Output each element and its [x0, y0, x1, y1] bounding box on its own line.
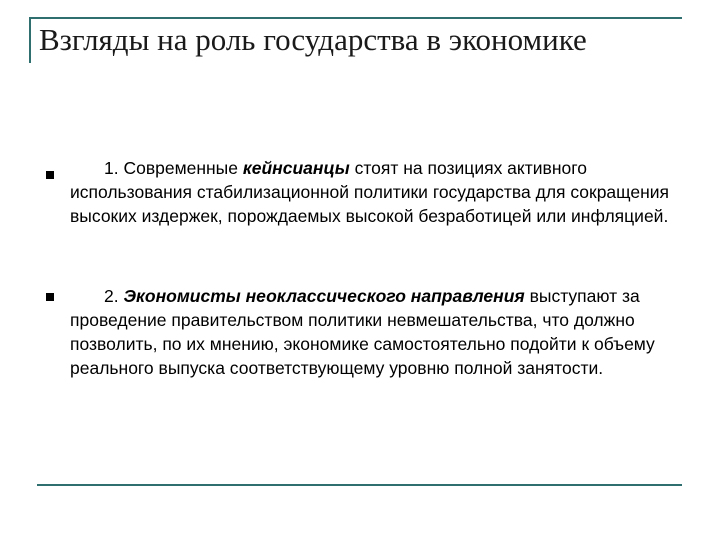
- slide-title: Взгляды на роль государства в экономике: [39, 22, 587, 57]
- bottom-rule-line: [37, 484, 682, 486]
- item-2-emphasis: Экономисты неоклассического направления: [123, 286, 525, 306]
- item-1-text: стоят на позициях активного использования стабилизационной политики государства для сокращения высоких издержек, порождаемых высокой безработицей или инфляцией.: [70, 158, 670, 226]
- item-2-text: выступают за проведение правительством политики невмешательства, что должно позволить, по их мнению, экономике самостоятельно подойти к объему реального выпуска соответствующему уровню полной занятости.: [70, 286, 655, 378]
- item-1-prefix: 1. Современные: [104, 158, 243, 178]
- item-2-prefix: 2.: [104, 286, 124, 306]
- bullet-item-2: [70, 284, 670, 380]
- bullet-marker-1: [46, 171, 54, 179]
- bullet-item-1: [70, 156, 670, 228]
- bullet-marker-2: [46, 293, 54, 301]
- item-1-emphasis: кейнсианцы: [242, 158, 350, 178]
